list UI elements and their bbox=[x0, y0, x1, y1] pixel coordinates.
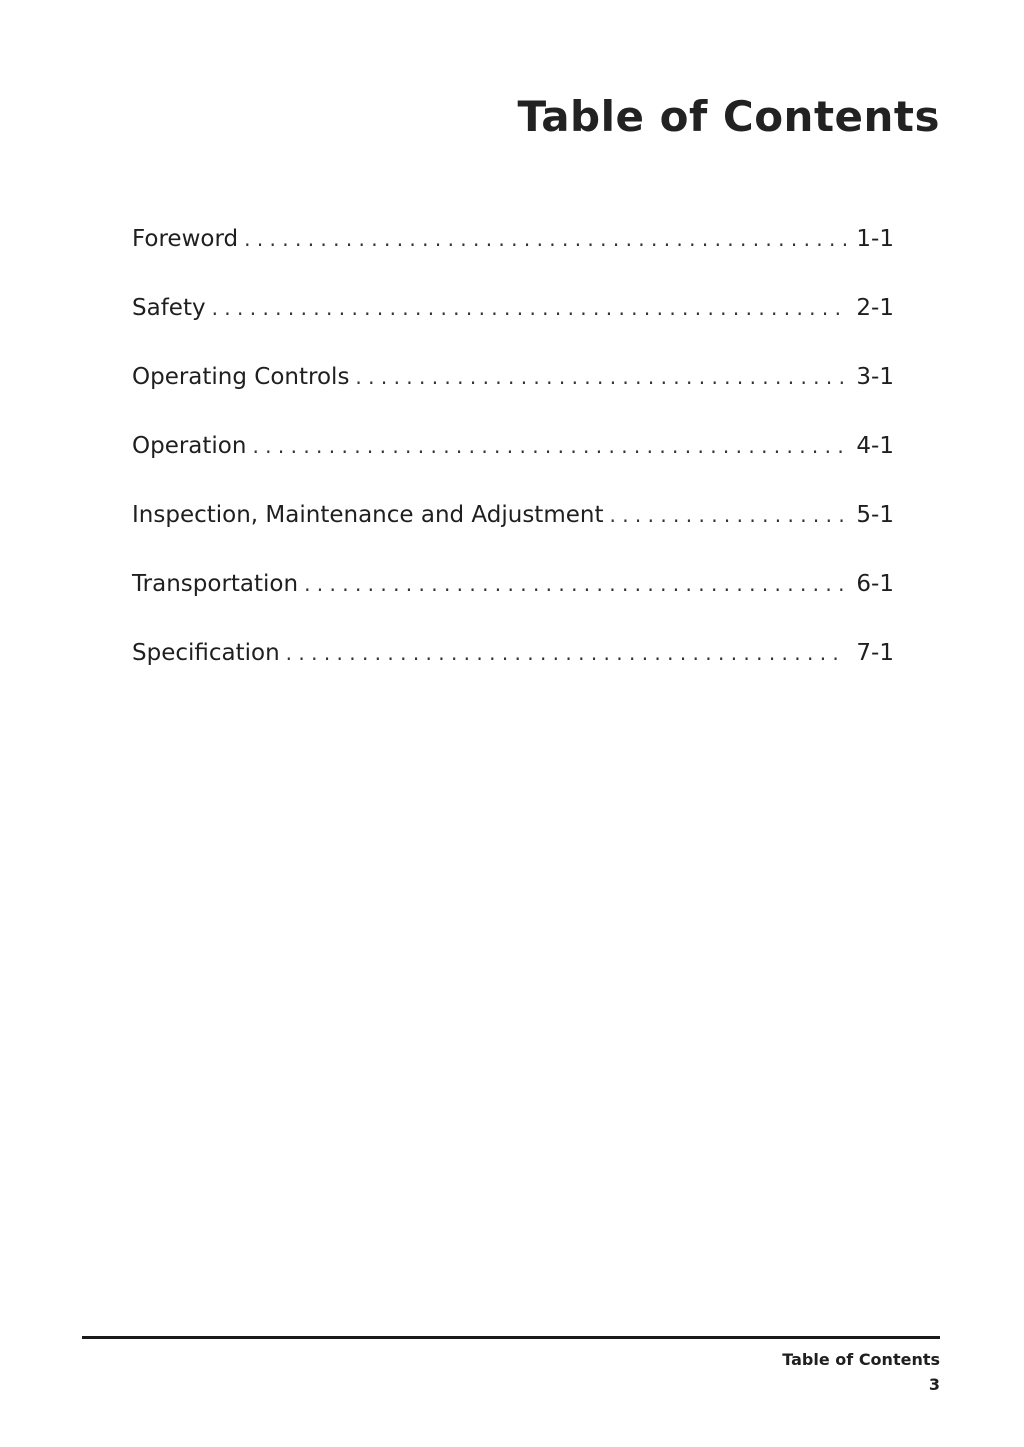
page-title: Table of Contents bbox=[517, 92, 940, 141]
toc-entry-transportation[interactable] bbox=[132, 571, 894, 640]
footer-section-title: Table of Contents bbox=[782, 1350, 940, 1369]
toc-entry-page: 7-1 bbox=[856, 640, 894, 666]
toc-entry-operating-controls[interactable] bbox=[132, 364, 894, 433]
toc-dot-leader bbox=[304, 572, 846, 596]
toc-entry-page: 3-1 bbox=[856, 364, 894, 390]
toc-entry-page: 1-1 bbox=[856, 226, 894, 252]
toc-entry-page: 5-1 bbox=[856, 502, 894, 528]
toc-entry-label: Operating Controls bbox=[132, 364, 350, 390]
toc-entry-foreword[interactable] bbox=[132, 226, 894, 295]
toc-entry-label: Specification bbox=[132, 640, 280, 666]
toc-entry-label: Inspection, Maintenance and Adjustment bbox=[132, 502, 604, 528]
toc-entry-page: 4-1 bbox=[856, 433, 894, 459]
toc-dot-leader bbox=[286, 641, 847, 665]
toc-dot-leader bbox=[244, 227, 846, 251]
toc-entry-label: Transportation bbox=[132, 571, 299, 597]
table-of-contents bbox=[132, 226, 894, 709]
toc-entry-page: 6-1 bbox=[856, 571, 894, 597]
toc-dot-leader bbox=[212, 296, 847, 320]
toc-dot-leader bbox=[355, 365, 846, 389]
toc-entry-operation[interactable] bbox=[132, 433, 894, 502]
toc-entry-page: 2-1 bbox=[856, 295, 894, 321]
toc-entry-inspection-maintenance-adjustment[interactable] bbox=[132, 502, 894, 571]
toc-entry-label: Foreword bbox=[132, 226, 239, 252]
toc-entry-label: Safety bbox=[132, 295, 206, 321]
toc-entry-safety[interactable] bbox=[132, 295, 894, 364]
toc-entry-label: Operation bbox=[132, 433, 247, 459]
footer-page-number: 3 bbox=[928, 1375, 940, 1394]
toc-dot-leader bbox=[609, 503, 846, 527]
toc-entry-specification[interactable] bbox=[132, 640, 894, 709]
toc-dot-leader bbox=[252, 434, 846, 458]
footer-divider bbox=[82, 1336, 940, 1339]
